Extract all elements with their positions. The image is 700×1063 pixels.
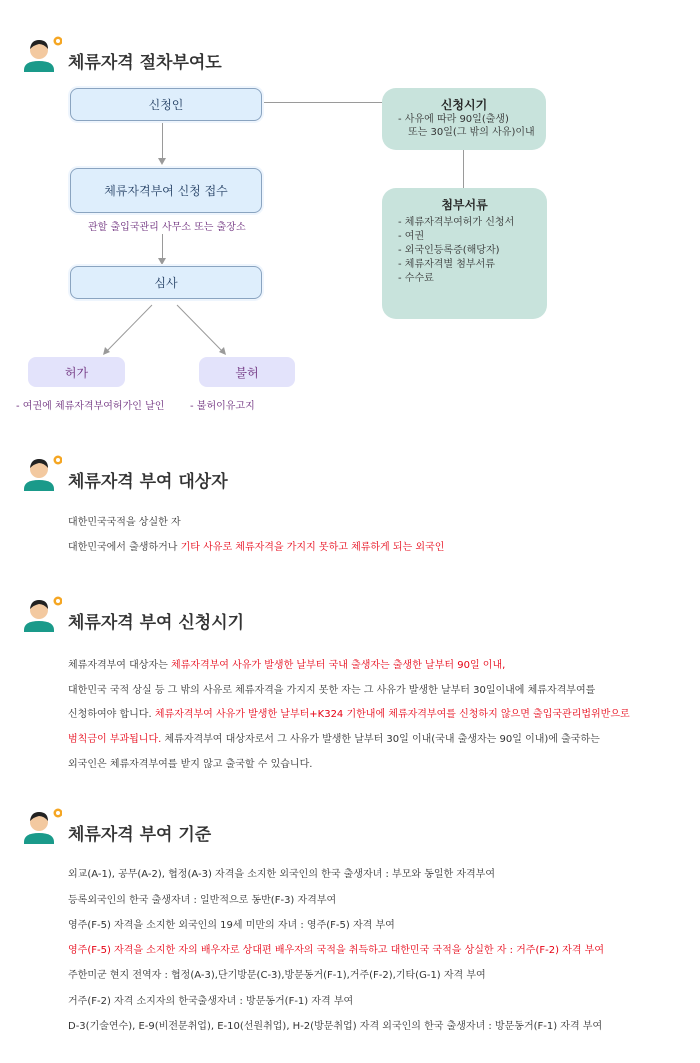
flow-box-accept — [70, 168, 262, 213]
flow-box-apply — [70, 88, 262, 121]
timing-line-3-highlight: 체류자격부여 사유가 발생한 날부터+K324 기한내에 체류자격부여를 신청하지 않으면 출입국관리법위반으로 — [154, 709, 630, 720]
timing-box-line2: 또는 30일(그 밖의 사유)이내 — [408, 127, 535, 138]
criteria-item: 주한미군 현지 전역자 : 협정(A-3),단기방문(C-3),방문동거(F-1),거주(F-2),기타(G-1) 자격 부여 — [68, 970, 486, 981]
flow-box-deny — [199, 357, 295, 387]
document-item: - 체류자격부여허가 신청서 — [398, 217, 515, 228]
timing-box — [382, 88, 546, 150]
timing-line-3-plain: 신청하여야 합니다. — [68, 709, 155, 720]
timing-line-1 — [68, 656, 505, 671]
section-title-criteria: 체류자격 부여 기준 — [68, 825, 212, 845]
documents-box — [382, 188, 547, 319]
timing-line-4-highlight: 범칙금이 부과됩니다. — [68, 734, 162, 745]
section-timing-header — [22, 596, 662, 640]
criteria-item: 등록외국인의 한국 출생자녀 : 일반적으로 동반(F-3) 자격부여 — [68, 895, 337, 906]
person-icon — [22, 455, 62, 499]
criteria-item-highlight: 영주(F-5) 자격을 소지한 자의 배우자로 상대편 배우자의 국적을 취득하고 대한민국 국적을 상실한 자 : 거주(F-2) 자격 부여 — [68, 945, 604, 956]
document-item: - 수수료 — [398, 273, 434, 284]
flow-permit-note: - 여권에 체류자격부여허가인 날인 — [16, 401, 165, 412]
timing-box-line1: - 사유에 따라 90일(출생) — [398, 114, 509, 125]
flow-deny-note: - 불허이유고지 — [190, 401, 255, 412]
timing-line-1-plain: 체류자격부여 대상자는 — [68, 660, 171, 671]
flow-accept-label: 체류자격부여 신청 접수 — [104, 184, 228, 198]
flow-accept-note: 관할 출입국관리 사무소 또는 출장소 — [88, 222, 246, 233]
eligible-line-1: 대한민국국적을 상실한 자 — [68, 517, 181, 528]
timing-line-1-highlight: 체류자격부여 사유가 발생한 날부터 국내 출생자는 출생한 날부터 90일 이내, — [170, 660, 506, 671]
document-item: - 여권 — [398, 231, 425, 242]
timing-line-2: 대한민국 국적 상실 등 그 밖의 사유로 체류자격을 가지지 못한 자는 그 사유가 발생한 날부터 30일이내에 체류자격부여를 — [68, 685, 596, 696]
flow-box-permit — [28, 357, 125, 387]
criteria-item: 영주(F-5) 자격을 소지한 외국인의 19세 미만의 자녀 : 영주(F-5) 자격 부여 — [68, 920, 395, 931]
eligible-line-2 — [68, 538, 444, 553]
section-title-procedure: 체류자격 절차부여도 — [68, 53, 222, 73]
section-eligible-header — [22, 455, 662, 499]
document-item: - 외국인등록증(해당자) — [398, 245, 500, 256]
timing-line-3 — [68, 705, 630, 720]
documents-list — [398, 216, 514, 286]
flow-apply-label: 신청인 — [148, 98, 184, 112]
criteria-item: 외교(A-1), 공무(A-2), 협정(A-3) 자격을 소지한 외국인의 한국 출생자녀 : 부모와 동일한 자격부여 — [68, 869, 495, 880]
timing-line-4-plain: 체류자격부여 대상자로서 그 사유가 발생한 날부터 30일 이내(국내 출생자는 90일 이내)에 출국하는 — [161, 734, 600, 745]
section-criteria-header — [22, 808, 662, 852]
section-title-timing: 체류자격 부여 신청시기 — [68, 613, 245, 633]
criteria-item: D-3(기술연수), E-9(비전문취업), E-10(선원취업), H-2(방문취업) 자격 외국인의 한국 출생자녀 : 방문동거(F-1) 자격 부여 — [68, 1021, 603, 1032]
flow-deny-label: 불허 — [235, 365, 259, 380]
criteria-item: 거주(F-2) 자격 소지자의 한국출생자녀 : 방문동거(F-1) 자격 부여 — [68, 996, 354, 1007]
flow-permit-label: 허가 — [64, 365, 89, 380]
document-item: - 체류자격별 첨부서류 — [398, 259, 495, 270]
eligible-line-2-plain: 대한민국에서 출생하거나 — [68, 542, 181, 553]
timing-box-title: 신청시기 — [440, 98, 488, 112]
documents-box-title: 첨부서류 — [441, 198, 488, 212]
flow-review-label: 심사 — [154, 276, 178, 290]
person-icon — [22, 808, 62, 852]
timing-line-4 — [68, 730, 600, 745]
timing-line-5: 외국인은 체류자격부여를 받지 않고 출국할 수 있습니다. — [68, 759, 313, 770]
person-icon — [22, 596, 62, 640]
flow-box-review — [70, 266, 262, 299]
eligible-line-2-highlight: 기타 사유로 체류자격을 가지지 못하고 체류하게 되는 외국인 — [180, 542, 445, 553]
section-title-eligible: 체류자격 부여 대상자 — [68, 472, 228, 492]
